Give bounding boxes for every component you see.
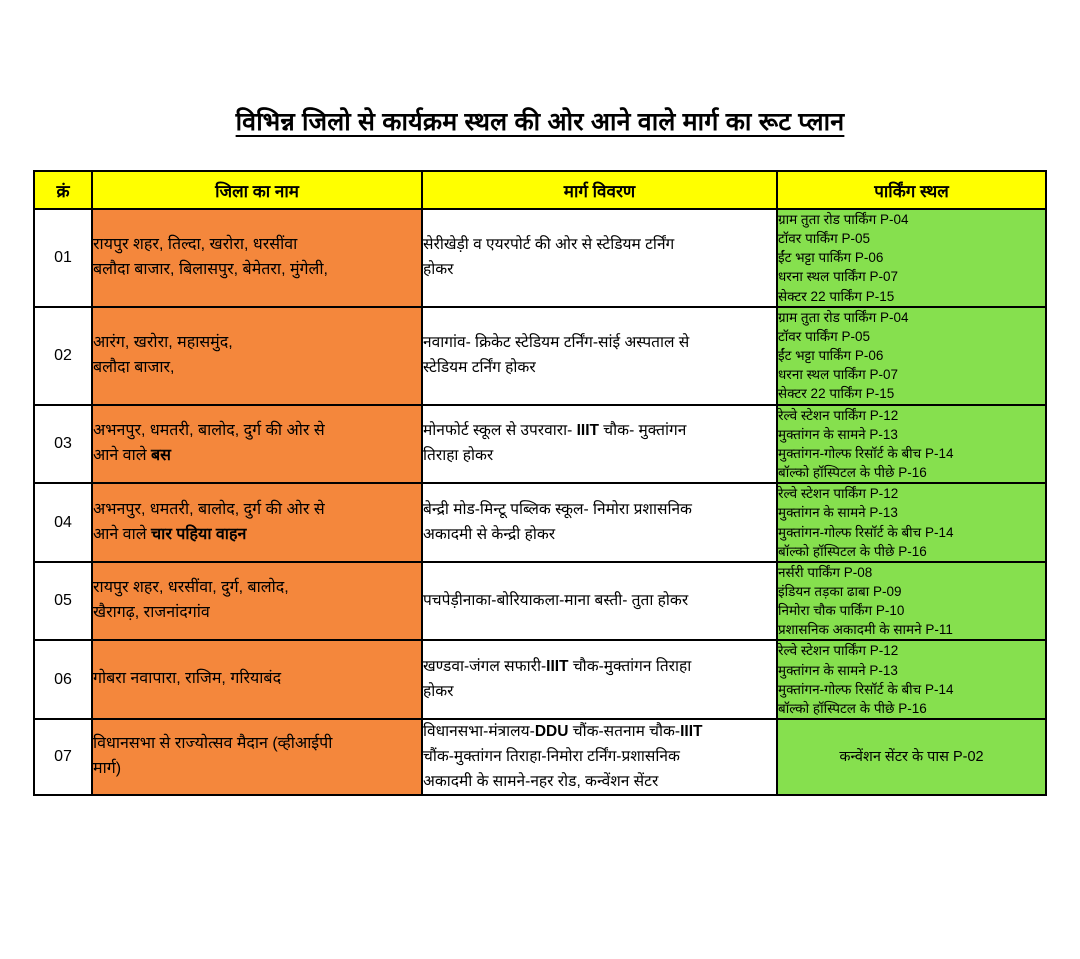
cell-sno: 01 bbox=[34, 209, 92, 307]
cell-district: रायपुर शहर, तिल्दा, खरोरा, धरसींवा बलौदा बाजार, बिलासपुर, बेमेतरा, मुंगेली, bbox=[92, 209, 422, 307]
cell-sno: 06 bbox=[34, 640, 92, 719]
cell-district: अभनपुर, धमतरी, बालोद, दुर्ग की ओर से आने वाले बस bbox=[92, 405, 422, 484]
cell-route: विधानसभा-मंत्रालय-DDU चौंक-सतनाम चौक-IIIT चौंक-मुक्तांगन तिराहा-निमोरा टर्निंग-प्रशासनिक अकादमी के सामने-नहर रोड, कन्वेंशन सेंटर bbox=[422, 719, 777, 795]
cell-parking: ग्राम तुता रोड पार्किंग P-04 टॉवर पार्किंग P-05 ईंट भट्टा पार्किंग P-06 धरना स्थल पार्किंग P-07 सेक्टर 22 पार्किंग P-15 bbox=[777, 307, 1046, 405]
cell-route: खण्डवा-जंगल सफारी-IIIT चौक-मुक्तांगन तिराहा होकर bbox=[422, 640, 777, 719]
cell-district: विधानसभा से राज्योत्सव मैदान (व्हीआईपी मार्ग) bbox=[92, 719, 422, 795]
column-header-district: जिला का नाम bbox=[92, 171, 422, 209]
cell-sno: 03 bbox=[34, 405, 92, 484]
table-header-row bbox=[34, 171, 1046, 209]
cell-sno: 05 bbox=[34, 562, 92, 641]
table-row bbox=[34, 719, 1046, 795]
table-row bbox=[34, 405, 1046, 484]
cell-route: सेरीखेड़ी व एयरपोर्ट की ओर से स्टेडियम टर्निंग होकर bbox=[422, 209, 777, 307]
table-row bbox=[34, 483, 1046, 562]
cell-district: आरंग, खरोरा, महासमुंद, बलौदा बाजार, bbox=[92, 307, 422, 405]
table-row bbox=[34, 562, 1046, 641]
cell-parking: नर्सरी पार्किंग P-08 इंडियन तड़का ढाबा P-09 निमोरा चौक पार्किंग P-10 प्रशासनिक अकादमी के सामने P-11 bbox=[777, 562, 1046, 641]
cell-parking: रेल्वे स्टेशन पार्किंग P-12 मुक्तांगन के सामने P-13 मुक्तांगन-गोल्फ रिसॉर्ट के बीच P-14 बॉल्को हॉस्पिटल के पीछे P-16 bbox=[777, 483, 1046, 562]
column-header-sno: क्रं bbox=[34, 171, 92, 209]
cell-sno: 07 bbox=[34, 719, 92, 795]
cell-sno: 02 bbox=[34, 307, 92, 405]
cell-district: अभनपुर, धमतरी, बालोद, दुर्ग की ओर से आने वाले चार पहिया वाहन bbox=[92, 483, 422, 562]
cell-parking: कन्वेंशन सेंटर के पास P-02 bbox=[777, 719, 1046, 795]
route-plan-table bbox=[33, 170, 1047, 796]
cell-sno: 04 bbox=[34, 483, 92, 562]
cell-parking: ग्राम तुता रोड पार्किंग P-04 टॉवर पार्किंग P-05 ईंट भट्टा पार्किंग P-06 धरना स्थल पार्किंग P-07 सेक्टर 22 पार्किंग P-15 bbox=[777, 209, 1046, 307]
cell-district: रायपुर शहर, धरसींवा, दुर्ग, बालोद, खैरागढ़, राजनांदगांव bbox=[92, 562, 422, 641]
table-row bbox=[34, 307, 1046, 405]
cell-parking: रेल्वे स्टेशन पार्किंग P-12 मुक्तांगन के सामने P-13 मुक्तांगन-गोल्फ रिसॉर्ट के बीच P-14 बॉल्को हॉस्पिटल के पीछे P-16 bbox=[777, 405, 1046, 484]
table-row bbox=[34, 209, 1046, 307]
cell-route: नवागांव- क्रिकेट स्टेडियम टर्निंग-सांई अस्पताल से स्टेडियम टर्निंग होकर bbox=[422, 307, 777, 405]
cell-route: बेन्द्री मोड-मिन्टू पब्लिक स्कूल- निमोरा प्रशासनिक अकादमी से केन्द्री होकर bbox=[422, 483, 777, 562]
page-title: विभिन्न जिलो से कार्यक्रम स्थल की ओर आने वाले मार्ग का रूट प्लान bbox=[235, 108, 845, 136]
table-body bbox=[34, 209, 1046, 795]
column-header-parking: पार्किंग स्थल bbox=[777, 171, 1046, 209]
cell-parking: रेल्वे स्टेशन पार्किंग P-12 मुक्तांगन के सामने P-13 मुक्तांगन-गोल्फ रिसॉर्ट के बीच P-14 बॉल्को हॉस्पिटल के पीछे P-16 bbox=[777, 640, 1046, 719]
cell-route: पचपेड़ीनाका-बोरियाकला-माना बस्ती- तुता होकर bbox=[422, 562, 777, 641]
column-header-route: मार्ग विवरण bbox=[422, 171, 777, 209]
table-row bbox=[34, 640, 1046, 719]
cell-district: गोबरा नवापारा, राजिम, गरियाबंद bbox=[92, 640, 422, 719]
cell-route: मोनफोर्ट स्कूल से उपरवारा- IIIT चौक- मुक्तांगन तिराहा होकर bbox=[422, 405, 777, 484]
table-header bbox=[34, 171, 1046, 209]
